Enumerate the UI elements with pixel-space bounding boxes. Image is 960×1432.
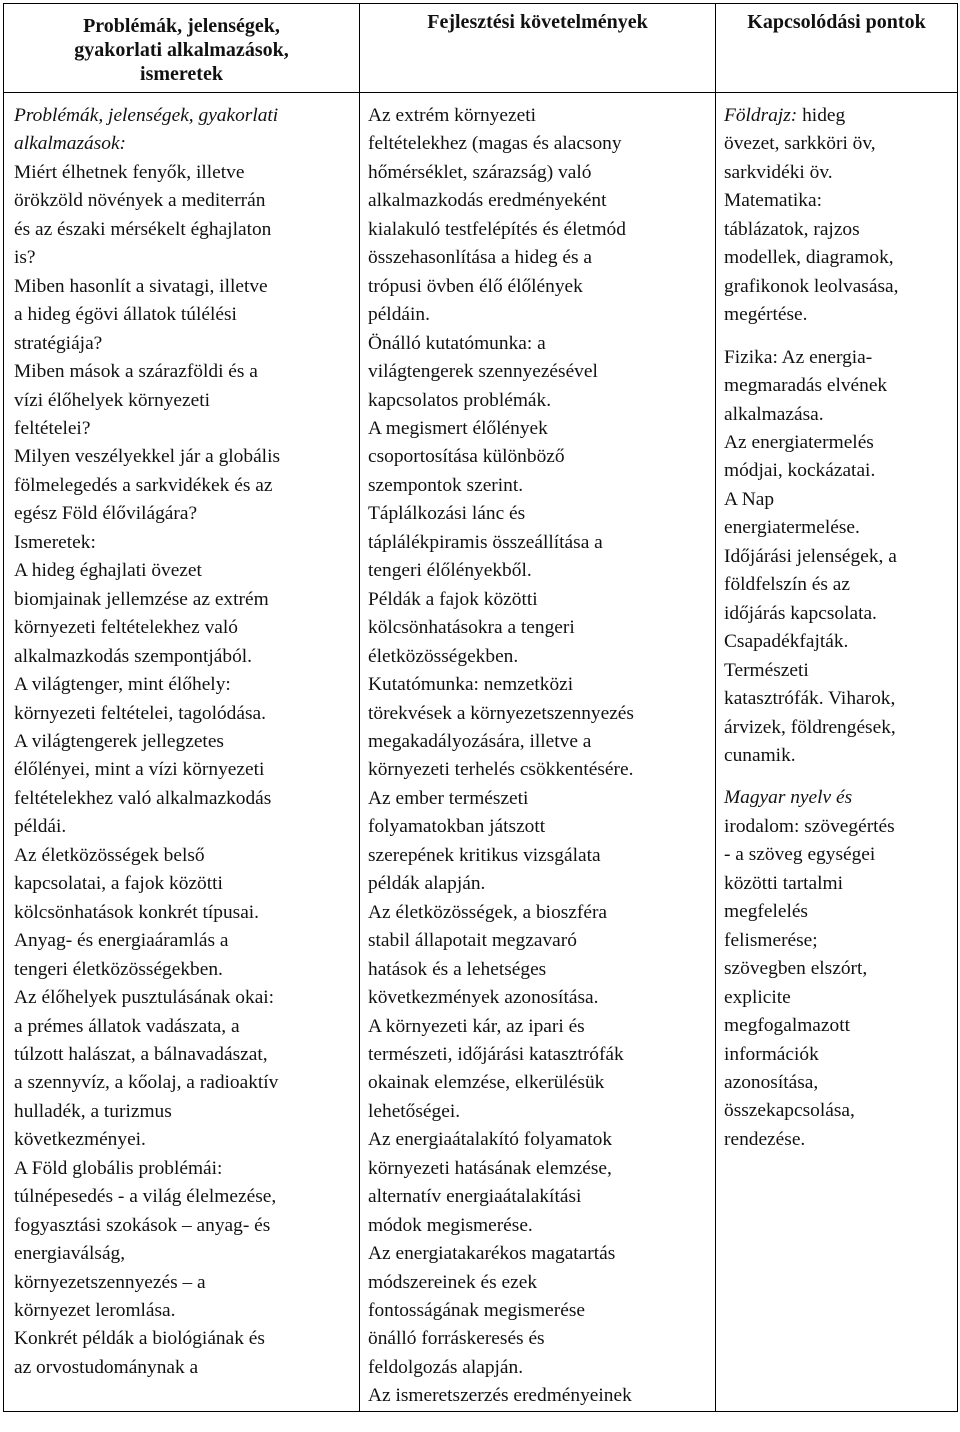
requirement-line: táplálékpiramis összeállítása a	[368, 531, 603, 553]
math-line: táblázatok, rajzos	[724, 218, 860, 240]
question-line: Miben mások a szárazföldi és a	[14, 361, 258, 383]
requirement-line: hőmérséklet, szárazság) való	[368, 161, 592, 183]
question-line: Miben hasonlít a sivatagi, illetve	[14, 275, 268, 297]
physics-line: árvizek, földrengések,	[724, 716, 896, 738]
requirement-line: feltételekhez (magas és alacsony	[368, 133, 622, 155]
literature-list	[724, 813, 957, 1154]
physics-line: megmaradás elvének	[724, 375, 888, 397]
requirement-line: A megismert élőlények	[368, 417, 548, 439]
spacer	[724, 330, 957, 344]
knowledge-line: az orvostudománynak a	[14, 1356, 199, 1378]
knowledge-line: A hideg éghajlati övezet	[14, 560, 202, 582]
literature-line: irodalom: szövegértés	[724, 815, 895, 837]
question-line: a hideg égövi állatok túlélési	[14, 304, 237, 326]
requirement-line: Önálló kutatómunka: a	[368, 332, 546, 354]
header-col-requirements: Fejlesztési követelmények	[360, 4, 716, 93]
requirement-line: csoportosítása különböző	[368, 446, 565, 468]
requirement-line: okainak elemzése, elkerülésük	[368, 1072, 605, 1094]
math-line: Matematika:	[724, 190, 822, 212]
knowledge-line: A Föld globális problémái:	[14, 1157, 223, 1179]
geography-text: hideg	[797, 105, 846, 126]
requirement-line: alkalmazkodás eredményeként	[368, 190, 607, 212]
knowledge-line: feltételekhez való alkalmazkodás	[14, 787, 272, 809]
knowledge-line: hulladék, a turizmus	[14, 1100, 172, 1122]
content-row	[4, 93, 958, 1412]
requirement-line: A környezeti kár, az ipari és	[368, 1015, 585, 1037]
requirement-line: fontosságának megismerése	[368, 1300, 585, 1322]
requirement-line: Az életközösségek, a bioszféra	[368, 901, 608, 923]
literature-line: felismerése;	[724, 929, 818, 951]
intro-label: Problémák, jelenségek, gyakorlati	[14, 105, 279, 126]
math-list	[724, 187, 957, 329]
physics-line: időjárás kapcsolata.	[724, 602, 877, 624]
requirement-line: Az energiatakarékos magatartás	[368, 1243, 616, 1265]
geography-list	[724, 130, 957, 187]
math-line: grafikonok leolvasása,	[724, 275, 899, 297]
question-line: fölmelegedés a sarkvidékek és az	[14, 474, 273, 496]
spacer	[724, 770, 957, 784]
physics-line: A Nap	[724, 488, 775, 510]
physics-list	[724, 344, 957, 771]
requirement-line: környezeti terhelés csökkentésére.	[368, 759, 634, 781]
questions-list	[14, 159, 359, 529]
requirement-line: természeti, időjárási katasztrófák	[368, 1043, 624, 1065]
physics-line: módjai, kockázatai.	[724, 460, 876, 482]
knowledge-line: kapcsolatai, a fajok közötti	[14, 873, 223, 895]
requirement-line: trópusi övben élő élőlények	[368, 275, 583, 297]
physics-line: energiatermelése.	[724, 517, 860, 539]
requirement-line: világtengerek szennyezésével	[368, 361, 598, 383]
literature-line: összekapcsolása,	[724, 1100, 855, 1122]
knowledge-line: környezet leromlása.	[14, 1300, 176, 1322]
requirement-line: Kutatómunka: nemzetközi	[368, 674, 574, 696]
knowledge-line: Anyag- és energiaáramlás a	[14, 930, 229, 952]
knowledge-line: a szennyvíz, a kőolaj, a radioaktív	[14, 1072, 279, 1094]
requirement-line: kölcsönhatásokra a tengeri	[368, 617, 575, 639]
requirement-line: életközösségekben.	[368, 645, 519, 667]
problems-cell	[4, 93, 360, 1412]
knowledge-line: energiaválság,	[14, 1243, 126, 1265]
requirement-line: kialakuló testfelépítés és életmód	[368, 218, 626, 240]
knowledge-line: túlnépesedés - a világ élelmezése,	[14, 1186, 277, 1208]
question-line: vízi élőhelyek környezeti	[14, 389, 210, 411]
knowledge-line: kölcsönhatások konkrét típusai.	[14, 901, 260, 923]
question-line: Milyen veszélyekkel jár a globális	[14, 446, 280, 468]
header-line: ismeretek	[140, 63, 223, 85]
requirement-line: Táplálkozási lánc és	[368, 503, 526, 525]
physics-line: Fizika: Az energia-	[724, 346, 873, 368]
knowledge-line: Konkrét példák a biológiának és	[14, 1328, 265, 1350]
geography-label: Földrajz:	[724, 105, 798, 126]
requirement-line: stabil állapotait megzavaró	[368, 930, 577, 952]
question-line: is?	[14, 247, 36, 269]
requirement-line: összehasonlítása a hideg és a	[368, 247, 592, 269]
literature-line: - a szöveg egységei	[724, 844, 876, 866]
knowledge-line: környezeti feltételekhez való	[14, 617, 238, 639]
literature-line: azonosítása,	[724, 1071, 819, 1093]
physics-line: katasztrófák. Viharok,	[724, 688, 896, 710]
physics-line: cunamik.	[724, 744, 796, 766]
literature-line: információk	[724, 1043, 819, 1065]
requirements-cell	[360, 93, 716, 1412]
knowledge-line: alkalmazkodás szempontjából.	[14, 645, 252, 667]
knowledge-line: környezeti feltételei, tagolódása.	[14, 702, 266, 724]
geography-line: sarkvidéki öv.	[724, 161, 833, 183]
requirement-line: szempontok szerint.	[368, 474, 524, 496]
knowledge-line: élőlényei, mint a vízi környezeti	[14, 759, 265, 781]
question-line: stratégiája?	[14, 332, 103, 354]
requirements-list	[368, 102, 715, 1411]
knowledge-line: környezetszennyezés – a	[14, 1271, 206, 1293]
physics-line: alkalmazása.	[724, 403, 824, 425]
literature-line: explicite	[724, 986, 791, 1008]
requirement-line: Az energiaátalakító folyamatok	[368, 1129, 613, 1151]
question-line: feltételei?	[14, 417, 91, 439]
requirement-line: kapcsolatos problémák.	[368, 389, 552, 411]
requirement-line: példáin.	[368, 304, 430, 326]
physics-line: földfelszín és az	[724, 574, 850, 596]
knowledge-line: túlzott halászat, a bálnavadászat,	[14, 1043, 268, 1065]
requirement-line: Az extrém környezeti	[368, 105, 536, 126]
literature-line: megfelelés	[724, 901, 808, 923]
question-line: Miért élhetnek fenyők, illetve	[14, 161, 245, 183]
geography-line	[724, 102, 957, 130]
requirement-line: Az ember természeti	[368, 787, 529, 809]
question-line: egész Föld élővilágára?	[14, 503, 198, 525]
knowledge-line: a prémes állatok vadászata, a	[14, 1015, 240, 1037]
connections-cell	[716, 93, 958, 1412]
knowledge-line: fogyasztási szokások – anyag- és	[14, 1214, 271, 1236]
requirement-line: környezeti hatásának elemzése,	[368, 1157, 612, 1179]
knowledge-label: Ismeretek:	[14, 531, 96, 553]
literature-line: megfogalmazott	[724, 1015, 850, 1037]
requirement-line: Az ismeretszerzés eredményeinek	[368, 1385, 632, 1407]
curriculum-table	[3, 3, 958, 1412]
knowledge-line: következményei.	[14, 1129, 146, 1151]
math-line: megértése.	[724, 304, 808, 326]
geography-line: övezet, sarkköri öv,	[724, 133, 876, 155]
requirement-line: példák alapján.	[368, 873, 486, 895]
requirement-line: módok megismerése.	[368, 1214, 533, 1236]
knowledge-line: példái.	[14, 816, 67, 838]
knowledge-line: A világtengerek jellegzetes	[14, 730, 224, 752]
knowledge-line: Az életközösségek belső	[14, 844, 205, 866]
knowledge-line: tengeri életközösségekben.	[14, 958, 223, 980]
requirement-line: folyamatokban játszott	[368, 816, 546, 838]
requirement-line: tengeri élőlényekből.	[368, 560, 532, 582]
literature-label: Magyar nyelv és	[724, 787, 853, 809]
requirement-line: következmények azonosítása.	[368, 987, 599, 1009]
header-col-connections: Kapcsolódási pontok	[716, 4, 958, 93]
requirement-line: önálló forráskeresés és	[368, 1328, 545, 1350]
math-line: modellek, diagramok,	[724, 247, 894, 269]
header-row	[4, 4, 958, 93]
literature-line: szövegben elszórt,	[724, 958, 868, 980]
requirement-line: szerepének kritikus vizsgálata	[368, 844, 601, 866]
requirement-line: lehetőségei.	[368, 1100, 461, 1122]
physics-line: Csapadékfajták.	[724, 631, 849, 653]
knowledge-list	[14, 557, 359, 1382]
header-col-problems	[4, 4, 360, 93]
requirement-line: alternatív energiaátalakítási	[368, 1186, 582, 1208]
requirement-line: hatások és a lehetséges	[368, 958, 547, 980]
header-line: gyakorlati alkalmazások,	[74, 39, 289, 61]
header-line: Problémák, jelenségek,	[83, 15, 280, 37]
requirement-line: feldolgozás alapján.	[368, 1356, 524, 1378]
literature-line: közötti tartalmi	[724, 872, 844, 894]
question-line: örökzöld növények a mediterrán	[14, 190, 266, 212]
requirement-line: módszereinek és ezek	[368, 1271, 538, 1293]
knowledge-line: biomjainak jellemzése az extrém	[14, 588, 269, 610]
literature-line: rendezése.	[724, 1128, 806, 1150]
requirement-line: törekvések a környezetszennyezés	[368, 702, 634, 724]
requirement-line: megakadályozására, illetve a	[368, 730, 592, 752]
requirement-line: Példák a fajok közötti	[368, 588, 538, 610]
knowledge-line: Az élőhelyek pusztulásának okai:	[14, 987, 275, 1009]
physics-line: Az energiatermelés	[724, 431, 874, 453]
question-line: és az északi mérsékelt éghajlaton	[14, 218, 272, 240]
physics-line: Természeti	[724, 659, 809, 681]
physics-line: Időjárási jelenségek, a	[724, 545, 897, 567]
intro-label: alkalmazások:	[14, 133, 127, 155]
knowledge-line: A világtenger, mint élőhely:	[14, 674, 231, 696]
